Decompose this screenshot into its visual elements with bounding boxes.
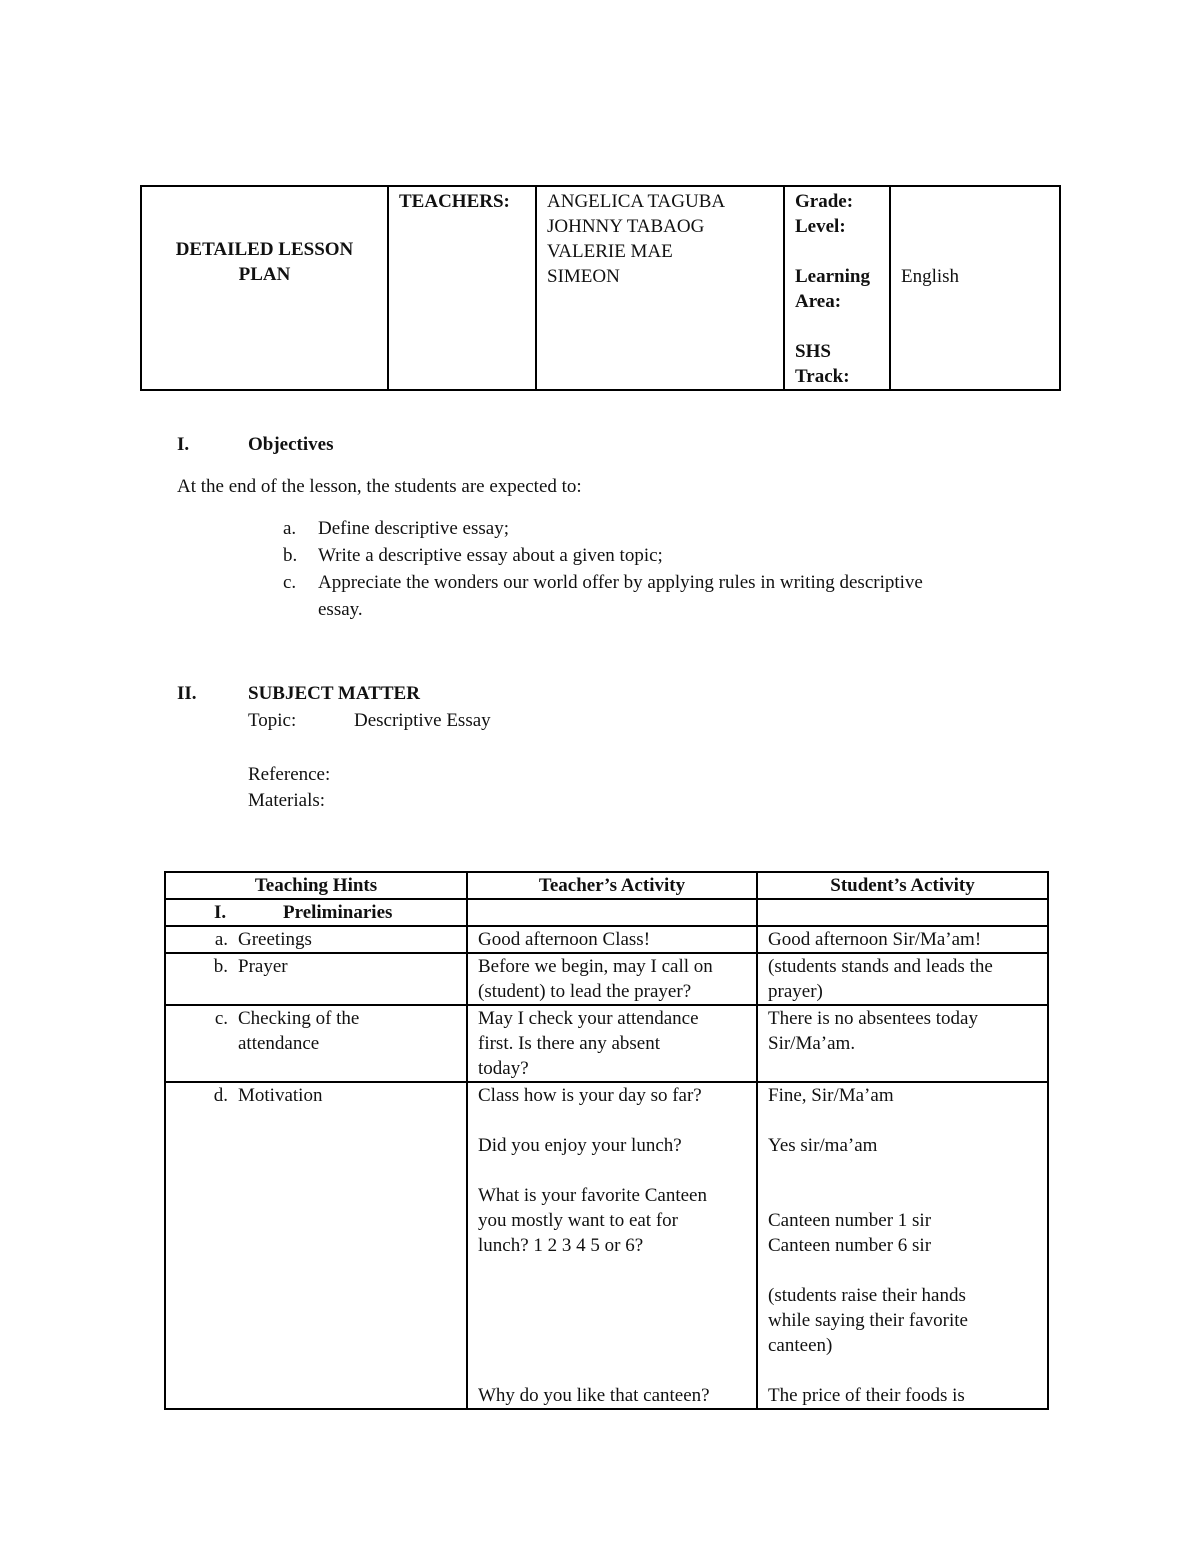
student-line: (students stands and leads the	[768, 956, 993, 977]
learning-area-value-cell	[890, 186, 1060, 390]
student-line: Canteen number 1 sir	[768, 1210, 932, 1231]
hint-cell	[165, 1082, 467, 1409]
teacher-line	[478, 1258, 746, 1283]
student-line	[768, 1183, 1037, 1208]
student-line: Fine, Sir/Ma’am	[768, 1085, 894, 1106]
teacher-line: Why do you like that canteen?	[478, 1385, 710, 1406]
hint-text-block	[238, 1006, 443, 1056]
student-line	[768, 1358, 1037, 1383]
hint-cell	[165, 953, 467, 1005]
subject-matter-heading: SUBJECT MATTER	[248, 683, 420, 704]
teacher-line: Did you enjoy your lunch?	[478, 1135, 682, 1156]
objective-text-continued: essay.	[318, 599, 363, 620]
track-label: Track:	[795, 366, 850, 387]
learning-label: Learning	[795, 266, 870, 287]
learning-area-value: English	[901, 266, 960, 287]
teacher-line	[478, 1283, 746, 1308]
objectives-intro: At the end of the lesson, the students are expected to:	[177, 476, 582, 497]
section-cell	[165, 899, 467, 926]
student-cell	[757, 953, 1048, 1005]
teachers-label: TEACHERS:	[399, 191, 510, 212]
teacher-name: VALERIE MAE	[547, 241, 673, 262]
teacher-line: May I check your attendance	[478, 1008, 699, 1029]
subject-matter-number: II.	[177, 683, 197, 704]
student-line	[768, 1258, 1037, 1283]
hint-cell	[165, 926, 467, 953]
student-line: There is no absentees today	[768, 1008, 978, 1029]
table-row	[165, 926, 1048, 953]
header-table	[140, 185, 1061, 391]
teacher-name: JOHNNY TABAOG	[547, 216, 705, 237]
student-line: Sir/Ma’am.	[768, 1033, 856, 1054]
student-line: prayer)	[768, 981, 823, 1002]
area-label: Area:	[795, 291, 842, 312]
topic-value: Descriptive Essay	[354, 710, 491, 731]
objective-letter: a.	[283, 518, 297, 539]
teacher-cell	[467, 1082, 757, 1409]
empty-cell	[757, 899, 1048, 926]
student-cell	[757, 1082, 1048, 1409]
empty-cell	[467, 899, 757, 926]
student-line: while saying their favorite	[768, 1310, 968, 1331]
title-text: DETAILED LESSON PLAN	[175, 239, 354, 285]
objective-text: Define descriptive essay;	[318, 518, 509, 539]
student-line: Yes sir/ma’am	[768, 1135, 878, 1156]
teachers-list	[536, 186, 784, 390]
objective-letter: c.	[283, 572, 297, 593]
hint-cell	[165, 1005, 467, 1082]
teacher-line	[478, 1158, 746, 1183]
student-cell	[757, 1005, 1048, 1082]
table-header-row	[165, 872, 1048, 899]
table-row-motivation	[165, 1082, 1048, 1409]
student-line: Canteen number 6 sir	[768, 1235, 932, 1256]
objective-text: Appreciate the wonders our world offer by applying rules in writing descriptive	[318, 572, 923, 593]
teacher-line	[478, 1333, 746, 1358]
teacher-line: you mostly want to eat for	[478, 1210, 678, 1231]
hint-line: Checking of the	[238, 1008, 360, 1029]
student-line: canteen)	[768, 1335, 833, 1356]
teacher-line: first. Is there any absent	[478, 1033, 661, 1054]
hint-text: Prayer	[238, 956, 288, 977]
teacher-name: SIMEON	[547, 266, 620, 287]
student-line	[768, 1158, 1037, 1183]
objectives-number: I.	[177, 434, 190, 455]
materials-label: Materials:	[248, 790, 326, 811]
teacher-cell	[467, 953, 757, 1005]
hint-text: Motivation	[238, 1085, 323, 1106]
topic-label: Topic:	[248, 710, 297, 731]
teacher-line: (student) to lead the prayer?	[478, 981, 692, 1002]
row-letter: c.	[214, 1008, 228, 1029]
row-letter: d.	[213, 1085, 228, 1106]
teacher-line	[478, 1108, 746, 1133]
row-letter: a.	[214, 929, 228, 950]
student-line: The price of their foods is	[768, 1385, 965, 1406]
teacher-cell	[467, 1005, 757, 1082]
teacher-line: Good afternoon Class!	[478, 929, 651, 950]
teacher-name: ANGELICA TAGUBA	[547, 191, 726, 212]
objectives-heading: Objectives	[248, 434, 334, 455]
teacher-line: Class how is your day so far?	[478, 1085, 702, 1106]
row-letter: b.	[213, 956, 228, 977]
table-row	[165, 1005, 1048, 1082]
shs-label: SHS	[795, 341, 831, 362]
table-row	[165, 953, 1048, 1005]
reference-label: Reference:	[248, 764, 331, 785]
section-number: I.	[214, 902, 227, 923]
hint-line: attendance	[238, 1033, 320, 1054]
teacher-line: Before we begin, may I call on	[478, 956, 713, 977]
objective-letter: b.	[283, 545, 298, 566]
teachers-label-cell	[388, 186, 536, 390]
column-header: Teacher’s Activity	[467, 872, 757, 899]
section-row	[165, 899, 1048, 926]
teacher-line: What is your favorite Canteen	[478, 1185, 707, 1206]
labels-cell	[784, 186, 890, 390]
teacher-line: lunch? 1 2 3 4 5 or 6?	[478, 1235, 644, 1256]
student-cell	[757, 926, 1048, 953]
hint-text: Greetings	[238, 929, 312, 950]
student-line: (students raise their hands	[768, 1285, 966, 1306]
teacher-cell	[467, 926, 757, 953]
level-label: Level:	[795, 216, 846, 237]
teacher-line	[478, 1308, 746, 1333]
objective-text: Write a descriptive essay about a given topic;	[318, 545, 663, 566]
teacher-line	[478, 1358, 746, 1383]
lesson-plan-title	[141, 186, 388, 390]
section-label: Preliminaries	[283, 902, 393, 923]
column-header: Student’s Activity	[757, 872, 1048, 899]
column-header: Teaching Hints	[165, 872, 467, 899]
activity-table	[164, 871, 1049, 1410]
student-line	[768, 1108, 1037, 1133]
grade-label: Grade:	[795, 191, 854, 212]
student-line: Good afternoon Sir/Ma’am!	[768, 929, 982, 950]
teacher-line: today?	[478, 1058, 529, 1079]
